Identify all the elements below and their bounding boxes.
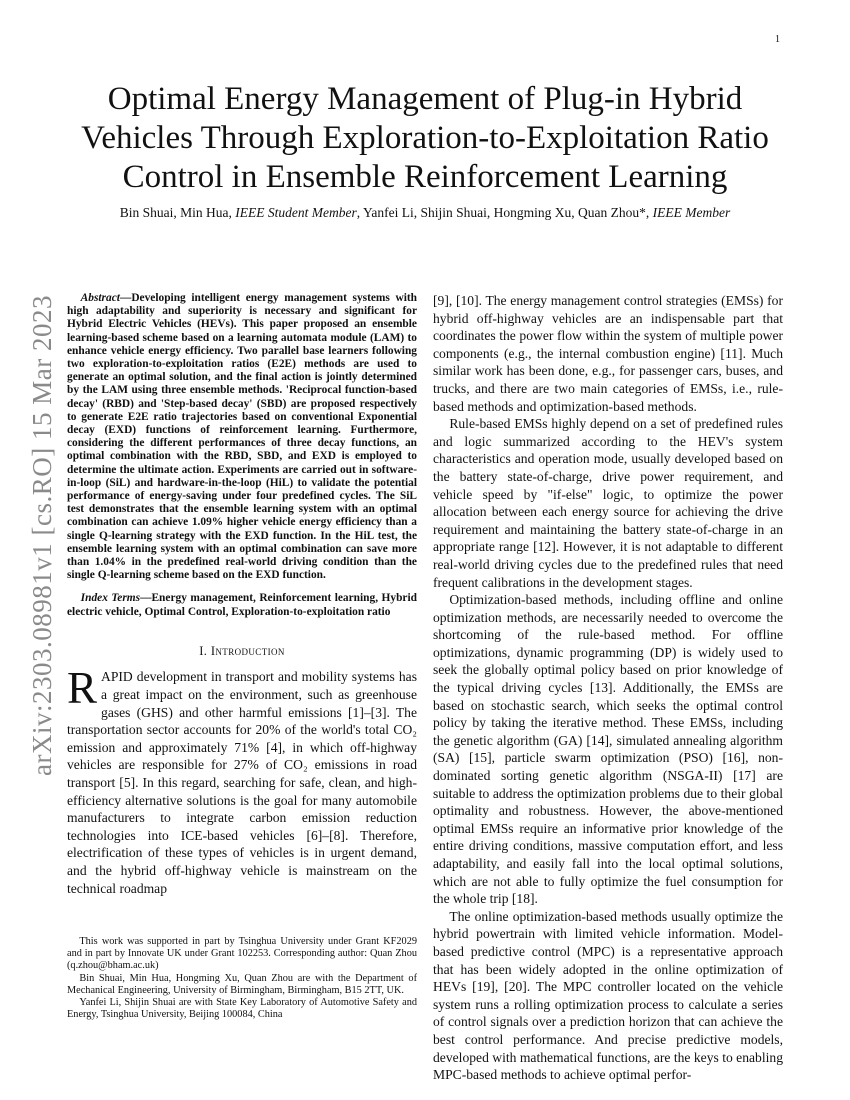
left-column xyxy=(67,292,417,897)
footnotes xyxy=(67,936,417,1021)
footnote-affiliation-tsinghua: Yanfei Li, Shijin Shuai are with State Key Laboratory of Automotive Safety and Energy, Tsinghua University, Beijing 100084, China xyxy=(67,997,417,1021)
intro-text: APID development in transport and mobility systems has a great impact on the environment, such as greenhouse gases (GHS) and other harmful emissions [1]–[3]. The transportation sector accounts for 20% of the world's total CO₂ emission and approximately 71% [4], in which off-highway vehicles are responsible for 27% of CO₂ emissions in road transport [5]. In this regard, searching for safe, clean, and high-efficiency alternative solutions is the goal for many automobile manufacturers to integrate carbon emission reduction technologies into ICE-based vehicles [6]–[8]. Therefore, electrification of these types of vehicles is in urgent demand, and the hybrid off-highway vehicle is mainstream on the technical roadmap xyxy=(67,669,417,896)
drop-cap: R xyxy=(67,663,98,714)
index-terms xyxy=(67,592,417,618)
authors-role-2: IEEE Member xyxy=(652,205,731,220)
section-title: Introduction xyxy=(210,643,285,658)
page-number: 1 xyxy=(775,34,780,45)
body-paragraph: [9], [10]. The energy management control strategies (EMSs) for hybrid off-highway vehicles are an indispensable part that coordinates the power flow within the system of multiple power components (e.g., the internal combustion engine) [11]. Much similar work has been done, e.g., for passenger cars, buses, and trucks, and there are two main categories of EMSs, i.e., rule-based methods and optimization-based methods. xyxy=(433,293,783,414)
authors-part-2: , Yanfei Li, Shijin Shuai, Hongming Xu, Quan Zhou*, xyxy=(356,205,653,220)
body-paragraph: Rule-based EMSs highly depend on a set of predefined rules and logic summarized according to the HEV's system characteristics and operation mode, usually developed based on the battery state-of-charge, drive power requirement, and vehicle speed by "if-else" logic, to optimize the power allocation between each energy source for achieving the drive requirement and maintaining the battery state-of-charge in an appropriate range [12]. However, it is not adaptable to different real-world driving cycles due to the predefined rules that need frequent calibrations in the development stages. xyxy=(433,416,783,590)
authors-role-1: IEEE Student Member xyxy=(235,205,357,220)
abstract-lead: Abstract xyxy=(80,292,120,304)
footnote-funding: This work was supported in part by Tsinghua University under Grant KF2029 and in part by Innovate UK under Grant 102253. Corresponding author: Quan Zhou (q.zhou@bham.ac.uk) xyxy=(67,936,417,972)
abstract-text: —Developing intelligent energy management systems with high adaptability and superiority is necessary and significant for Hybrid Electric Vehicles (HEVs). This paper proposed an ensemble learning-based scheme based on a learning automata module (LAM) to enhance vehicle energy efficiency. Two parallel base learners following two exploration-to-exploitation ratios (E2E) methods are used to generate an optimal solution, and the final action is jointly determined by the LAM using three ensemble methods. 'Reciprocal function-based decay' (RBD) and 'Step-based decay' (SBD) are proposed respectively to generate E2E ratio trajectories based on conventional Exponential decay (EXD) functions of reinforcement learning. Furthermore, considering the different performances of three decay functions, an optimal combination with the RBD, SBD, and EXD is employed to determine the ultimate action. Experiments are carried out in software-in-loop (SiL) and hardware-in-the-loop (HiL) to validate the potential performance of energy-saving under four predefined cycles. The SiL test demonstrates that the ensemble learning system with an optimal combination can achieve 1.09% higher vehicle energy efficiency than a single Q-learning strategy with the EXD function. In the HiL test, the ensemble learning system with an optimal combination can save more than 1.04% in the predefined real-world driving condition than the single Q-learning scheme based on the EXD function. xyxy=(67,292,417,582)
abstract xyxy=(67,292,417,582)
arxiv-stamp[interactable] xyxy=(22,290,62,780)
intro-paragraph xyxy=(67,663,417,897)
authors-part-1: Bin Shuai, Min Hua, xyxy=(119,205,236,220)
body-paragraph: The online optimization-based methods usually optimize the hybrid powertrain with limited vehicle information. Model-based predictive control (MPC) is a representative approach that has been widely adopted in the online optimization of HEVs [19], [20]. The MPC controller located on the vehicle system runs a rolling optimization process to calculate a series of control signals over a prediction horizon that can achieve the best control performance. And precise predictive models, developed with mathematical functions, are the keys to enabling MPC-based methods to achieve optimal perfor- xyxy=(433,908,783,1083)
arxiv-stamp-text: arXiv:2303.08981v1 [cs.RO] 15 Mar 2023 xyxy=(26,294,57,776)
section-heading xyxy=(67,643,417,661)
right-column xyxy=(433,292,783,1084)
section-number: I. xyxy=(199,643,211,658)
footnote-affiliation-birmingham: Bin Shuai, Min Hua, Hongming Xu, Quan Zhou are with the Department of Mechanical Engineering, University of Birmingham, Birmingham, B15 2TT, UK. xyxy=(67,972,417,996)
index-terms-text: —Energy management, Reinforcement learning, Hybrid electric vehicle, Optimal Control, Exploration-to-exploitation ratio xyxy=(67,592,417,618)
body-paragraph: Optimization-based methods, including offline and online optimization methods, are necessarily needed to overcome the shortcoming of the rule-based method. For offline optimizations, dynamic programming (DP) is widely used to seek the globally optimal policy based on prior knowledge of the typical driving cycles [13]. Additionally, the EMSs are based on stochastic search, which seeks the optimal control policy by taking the iterative method. These EMSs, including the genetic algorithm (GA) [14], simulated annealing algorithm (SA) [15], particle swarm optimization (PSO) [16], non-dominated sorting genetic algorithm (NSGA-II) [17] are suitable to address the optimization problems due to their global optimality and robustness. However, the above-mentioned optimal EMSs require an informative prior knowledge of the entire driving conditions, massive computation effort, and less adaptability, and easily fall into the local optimal solutions, which are not able to fully optimize the fuel consumption for the whole trip [18]. xyxy=(433,592,783,907)
author-list xyxy=(60,205,790,221)
paper-title: Optimal Energy Management of Plug-in Hybrid Vehicles Through Exploration-to-Exploitation Ratio Control in Ensemble Reinforcement Learning xyxy=(81,81,769,195)
index-terms-lead: Index Terms xyxy=(80,592,141,605)
